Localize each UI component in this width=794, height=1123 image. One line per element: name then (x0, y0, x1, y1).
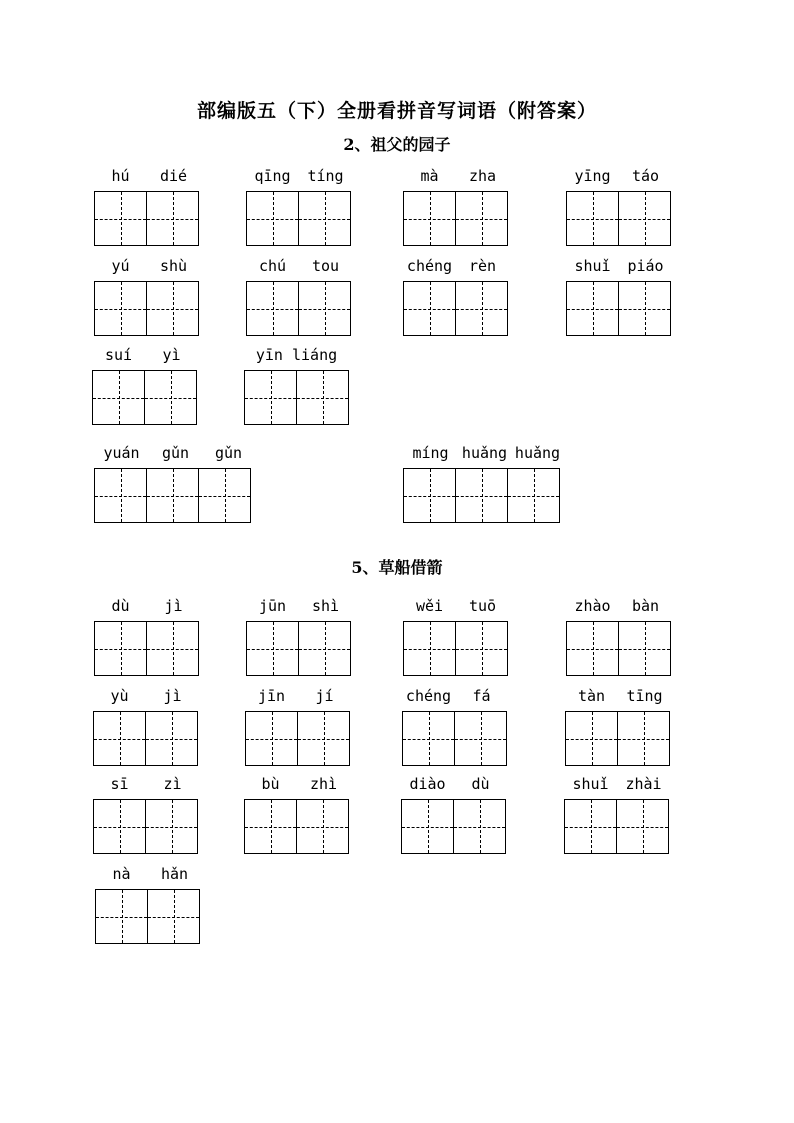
writing-grid (403, 468, 560, 523)
writing-cell[interactable] (246, 191, 299, 246)
writing-cell[interactable] (146, 281, 199, 336)
pinyin-line (244, 345, 349, 365)
pinyin-syllable: míng (412, 444, 449, 462)
pinyin-line (246, 256, 352, 276)
pinyin-syllable: gǔn (214, 444, 243, 462)
writing-cell[interactable] (244, 799, 297, 854)
writing-cell[interactable] (244, 370, 297, 425)
pinyin-line (94, 443, 255, 463)
writing-grid (94, 281, 199, 336)
pinyin-line (246, 166, 352, 186)
pinyin-syllable: shì (311, 597, 340, 615)
writing-grid (565, 711, 670, 766)
pinyin-syllable: huǎng (461, 444, 508, 462)
writing-cell[interactable] (616, 799, 669, 854)
writing-cell[interactable] (147, 889, 200, 944)
pinyin-syllable: tou (311, 257, 340, 275)
writing-grid (402, 711, 507, 766)
writing-cell[interactable] (564, 799, 617, 854)
pinyin-syllable: táo (631, 167, 660, 185)
writing-grid (244, 799, 349, 854)
pinyin-line (94, 256, 200, 276)
writing-cell[interactable] (93, 799, 146, 854)
writing-cell[interactable] (455, 281, 508, 336)
pinyin-line (566, 166, 672, 186)
pinyin-syllable: sī (110, 775, 129, 793)
writing-cell[interactable] (246, 281, 299, 336)
writing-cell[interactable] (246, 621, 299, 676)
writing-cell[interactable] (453, 799, 506, 854)
writing-cell[interactable] (144, 370, 197, 425)
writing-grid (94, 621, 199, 676)
pinyin-line (403, 596, 509, 616)
writing-grid (401, 799, 506, 854)
pinyin-syllable: hú (111, 167, 130, 185)
pinyin-syllable: dù (471, 775, 490, 793)
writing-cell[interactable] (403, 281, 456, 336)
pinyin-syllable: zì (163, 775, 182, 793)
writing-grid (403, 281, 508, 336)
pinyin-syllable: chéng (405, 687, 452, 705)
pinyin-syllable: qīng (254, 167, 291, 185)
writing-cell[interactable] (95, 889, 148, 944)
writing-cell[interactable] (507, 468, 560, 523)
pinyin-syllable: jūn (258, 597, 287, 615)
pinyin-syllable: suí (104, 346, 133, 364)
pinyin-syllable: tīng (626, 687, 663, 705)
writing-grid (94, 468, 251, 523)
writing-cell[interactable] (401, 799, 454, 854)
writing-cell[interactable] (296, 799, 349, 854)
page-title: 部编版五（下）全册看拼音写词语（附答案） (196, 100, 597, 122)
pinyin-line (94, 596, 200, 616)
writing-grid (566, 281, 671, 336)
writing-cell[interactable] (298, 281, 351, 336)
writing-grid (93, 799, 198, 854)
writing-cell[interactable] (455, 191, 508, 246)
writing-cell[interactable] (198, 468, 251, 523)
writing-cell[interactable] (454, 711, 507, 766)
pinyin-syllable: dié (159, 167, 188, 185)
pinyin-line (246, 596, 352, 616)
writing-cell[interactable] (566, 191, 619, 246)
writing-cell[interactable] (92, 370, 145, 425)
writing-cell[interactable] (403, 468, 456, 523)
pinyin-syllable: rèn (468, 257, 497, 275)
writing-cell[interactable] (566, 281, 619, 336)
writing-cell[interactable] (565, 711, 618, 766)
writing-cell[interactable] (298, 621, 351, 676)
writing-cell[interactable] (146, 468, 199, 523)
writing-grid (403, 621, 508, 676)
writing-cell[interactable] (402, 711, 455, 766)
pinyin-line (245, 686, 351, 706)
writing-cell[interactable] (618, 281, 671, 336)
writing-cell[interactable] (297, 711, 350, 766)
writing-cell[interactable] (617, 711, 670, 766)
writing-cell[interactable] (298, 191, 351, 246)
pinyin-line (401, 774, 507, 794)
pinyin-syllable: mà (420, 167, 439, 185)
pinyin-syllable: zha (468, 167, 497, 185)
pinyin-line (92, 345, 198, 365)
writing-cell[interactable] (94, 191, 147, 246)
pinyin-syllable: jīn (257, 687, 286, 705)
writing-grid (245, 711, 350, 766)
pinyin-syllable: fá (472, 687, 491, 705)
pinyin-syllable: shuǐ (574, 257, 611, 275)
pinyin-syllable: tàn (577, 687, 606, 705)
writing-cell[interactable] (296, 370, 349, 425)
pinyin-syllable: yuán (103, 444, 140, 462)
pinyin-line (94, 166, 200, 186)
writing-cell[interactable] (145, 711, 198, 766)
writing-cell[interactable] (146, 621, 199, 676)
pinyin-line (566, 256, 672, 276)
pinyin-syllable: zhài (625, 775, 662, 793)
pinyin-syllable: dù (111, 597, 130, 615)
pinyin-syllable: tuō (468, 597, 497, 615)
writing-cell[interactable] (146, 191, 199, 246)
pinyin-syllable: yì (162, 346, 181, 364)
pinyin-syllable: gǔn (161, 444, 190, 462)
pinyin-syllable: yīng (574, 167, 611, 185)
pinyin-syllable: yīn liáng (255, 346, 338, 364)
writing-grid (94, 191, 199, 246)
section-heading-2: 5、草船借箭 (351, 558, 443, 577)
pinyin-line (566, 596, 672, 616)
writing-grid (246, 191, 351, 246)
pinyin-syllable: yù (110, 687, 129, 705)
pinyin-syllable: chú (258, 257, 287, 275)
writing-grid (93, 711, 198, 766)
pinyin-line (403, 443, 564, 463)
writing-grid (246, 281, 351, 336)
writing-cell[interactable] (94, 468, 147, 523)
pinyin-syllable: bù (261, 775, 280, 793)
pinyin-syllable: yú (111, 257, 130, 275)
pinyin-line (402, 686, 508, 706)
pinyin-syllable: huǎng (514, 444, 561, 462)
writing-grid (403, 191, 508, 246)
writing-cell[interactable] (455, 468, 508, 523)
pinyin-syllable: diào (409, 775, 446, 793)
pinyin-syllable: shù (159, 257, 188, 275)
writing-cell[interactable] (93, 711, 146, 766)
pinyin-line (93, 686, 199, 706)
pinyin-line (564, 774, 670, 794)
writing-cell[interactable] (566, 621, 619, 676)
writing-cell[interactable] (94, 621, 147, 676)
writing-grid (244, 370, 349, 425)
writing-grid (566, 621, 671, 676)
pinyin-syllable: jì (163, 687, 182, 705)
pinyin-syllable: jì (164, 597, 183, 615)
writing-cell[interactable] (94, 281, 147, 336)
writing-cell[interactable] (145, 799, 198, 854)
pinyin-line (565, 686, 671, 706)
writing-grid (564, 799, 669, 854)
pinyin-syllable: nà (112, 865, 131, 883)
section-heading-1: 2、祖父的园子 (343, 135, 451, 154)
pinyin-syllable: chéng (406, 257, 453, 275)
writing-cell[interactable] (618, 191, 671, 246)
writing-cell[interactable] (618, 621, 671, 676)
pinyin-line (95, 864, 201, 884)
pinyin-syllable: wěi (415, 597, 444, 615)
pinyin-syllable: hǎn (160, 865, 189, 883)
writing-grid (92, 370, 197, 425)
pinyin-syllable: jí (315, 687, 334, 705)
writing-grid (566, 191, 671, 246)
pinyin-line (403, 256, 509, 276)
pinyin-line (244, 774, 350, 794)
writing-grid (246, 621, 351, 676)
writing-cell[interactable] (245, 711, 298, 766)
pinyin-syllable: piáo (627, 257, 664, 275)
pinyin-line (403, 166, 509, 186)
pinyin-syllable: zhào (574, 597, 611, 615)
pinyin-syllable: shuǐ (572, 775, 609, 793)
pinyin-syllable: zhì (309, 775, 338, 793)
writing-cell[interactable] (403, 191, 456, 246)
pinyin-line (93, 774, 199, 794)
writing-cell[interactable] (455, 621, 508, 676)
writing-grid (95, 889, 200, 944)
pinyin-syllable: tíng (307, 167, 344, 185)
pinyin-syllable: bàn (631, 597, 660, 615)
writing-cell[interactable] (403, 621, 456, 676)
